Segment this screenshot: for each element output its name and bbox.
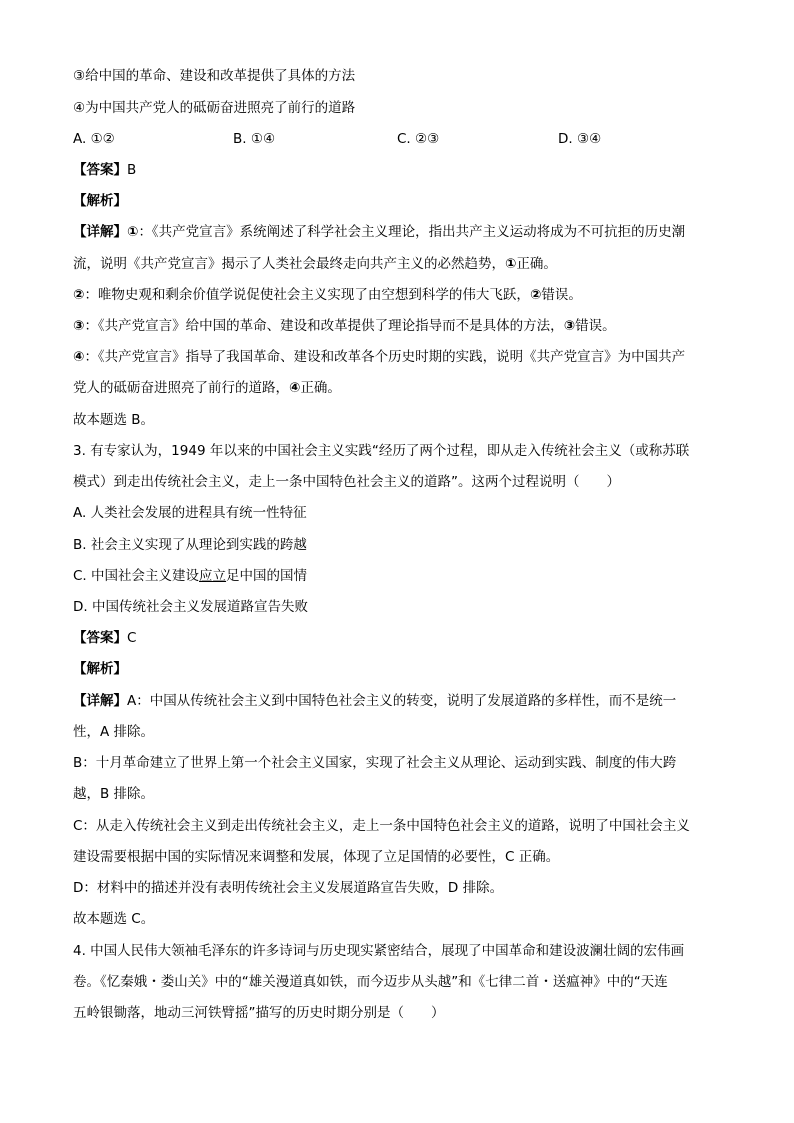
detail-mark: ②	[529, 287, 542, 303]
q3-option-a: A. 人类社会发展的进程具有统一性特征	[73, 505, 307, 521]
q4-stem-line-1: 4. 中国人民伟大领袖毛泽东的许多诗词与历史现实紧密结合，展现了中国革命和建设波澜壮阔的宏伟画	[73, 943, 685, 959]
q4-stem-line-2: 卷。《忆秦娥・娄山关》中的“雄关漫道真如铁，而今迈步从头越”和《七律二首・送瘟神》中的“天连	[73, 974, 668, 990]
answer-label: 【答案】	[73, 162, 127, 178]
detail-mark: ①	[505, 256, 517, 272]
q2-option-3: ③给中国的革命、建设和改革提供了具体的方法	[73, 68, 356, 84]
q2-detail-1-line-2	[73, 255, 723, 273]
answer-value: B	[127, 162, 137, 178]
q3-detail-d: D：材料中的描述并没有表明传统社会主义发展道路宣告失败，D 排除。	[73, 880, 504, 896]
q3-answer	[73, 629, 723, 647]
detail-text: 流，说明《共产党宣言》揭示了人类社会最终走向共产主义的必然趋势，	[73, 256, 505, 272]
answer-label: 【答案】	[73, 630, 127, 646]
q2-option-4: ④为中国共产党人的砥砺奋进照亮了前行的道路	[73, 100, 356, 116]
q2-answer	[73, 161, 723, 179]
detail-number: ②	[73, 287, 85, 303]
q2-detail-2	[73, 286, 723, 304]
option-text: 足中国的国情	[226, 568, 308, 584]
q3-detail-a-line-1	[73, 692, 723, 710]
detail-label: 【详解】	[73, 693, 127, 709]
q3-stem-line-2: 模式）到走出传统社会主义，走上一条中国特色社会主义的道路”。这两个过程说明（ ）	[73, 474, 620, 490]
q2-detail-1-line-1	[73, 223, 723, 241]
detail-text: ：《共产党宣言》系统阐述了科学社会主义理论，指出共产主义运动将成为不可抗拒的历史潮	[138, 224, 686, 240]
q4-stem-line-3: 五岭银锄落，地动三河铁臂摇”描写的历史时期分别是（ ）	[73, 1005, 445, 1021]
q2-detail-3	[73, 317, 723, 335]
option-text: C. 中国社会主义建设	[73, 568, 200, 584]
detail-mark: ④	[289, 380, 301, 396]
q3-option-d: D. 中国传统社会主义发展道路宣告失败	[73, 599, 308, 615]
q2-analysis-label: 【解析】	[73, 193, 127, 209]
detail-text: 正确。	[516, 256, 557, 272]
detail-mark: ③	[563, 318, 576, 334]
answer-value: C	[127, 630, 137, 646]
q3-detail-b-line-1: B：十月革命建立了世界上第一个社会主义国家，实现了社会主义从理论、运动到实践、制度的伟大跨	[73, 755, 677, 771]
q3-detail-c-line-1: C：从走入传统社会主义到走出传统社会主义，走上一条中国特色社会主义的道路，说明了中国社会主义	[73, 818, 690, 834]
detail-text: A：中国从传统社会主义到中国特色社会主义的转变，说明了发展道路的多样性，而不是统一	[127, 693, 677, 709]
q2-detail-4-line-1	[73, 348, 723, 366]
detail-number: ①	[127, 224, 139, 240]
q3-detail-c-line-2: 建设需要根据中国的实际情况来调整和发展，体现了立足国情的必要性，C 正确。	[73, 849, 560, 865]
q2-choice-c: C. ②③	[397, 131, 440, 147]
q2-choice-a: A. ①②	[73, 131, 115, 147]
detail-text: 党人的砥砺奋进照亮了前行的道路，	[73, 380, 289, 396]
q3-conclusion: 故本题选 C。	[73, 911, 155, 927]
q2-conclusion: 故本题选 B。	[73, 412, 155, 428]
q3-detail-a-line-2: 性，A 排除。	[73, 724, 155, 740]
detail-text: 正确。	[300, 380, 341, 396]
detail-text: ：唯物史观和剩余价值学说促使社会主义实现了由空想到科学的伟大飞跃，	[84, 287, 530, 303]
detail-text: 错误。	[575, 318, 616, 334]
detail-text: ：《共产党宣言》给中国的革命、建设和改革提供了理论指导而不是具体的方法，	[84, 318, 564, 334]
q2-choice-d: D. ③④	[558, 131, 602, 147]
q3-stem-line-1: 3. 有专家认为，1949 年以来的中国社会主义实践“经历了两个过程，即从走入传统社会主义（或称苏联	[73, 443, 690, 459]
q2-detail-4-line-2	[73, 379, 723, 397]
detail-number: ④	[73, 349, 85, 365]
q2-choice-b: B. ①④	[233, 131, 276, 147]
detail-text: ：《共产党宣言》指导了我国革命、建设和改革各个历史时期的实践，说明《共产党宣言》为中国共产	[84, 349, 686, 365]
option-text-underlined: 应立	[199, 568, 227, 584]
detail-label: 【详解】	[73, 224, 127, 240]
q3-option-c	[73, 567, 723, 585]
q3-analysis-label: 【解析】	[73, 661, 127, 677]
q3-detail-b-line-2: 越，B 排除。	[73, 786, 155, 802]
detail-number: ③	[73, 318, 85, 334]
detail-text: 错误。	[541, 287, 582, 303]
q3-option-b: B. 社会主义实现了从理论到实践的跨越	[73, 537, 307, 553]
